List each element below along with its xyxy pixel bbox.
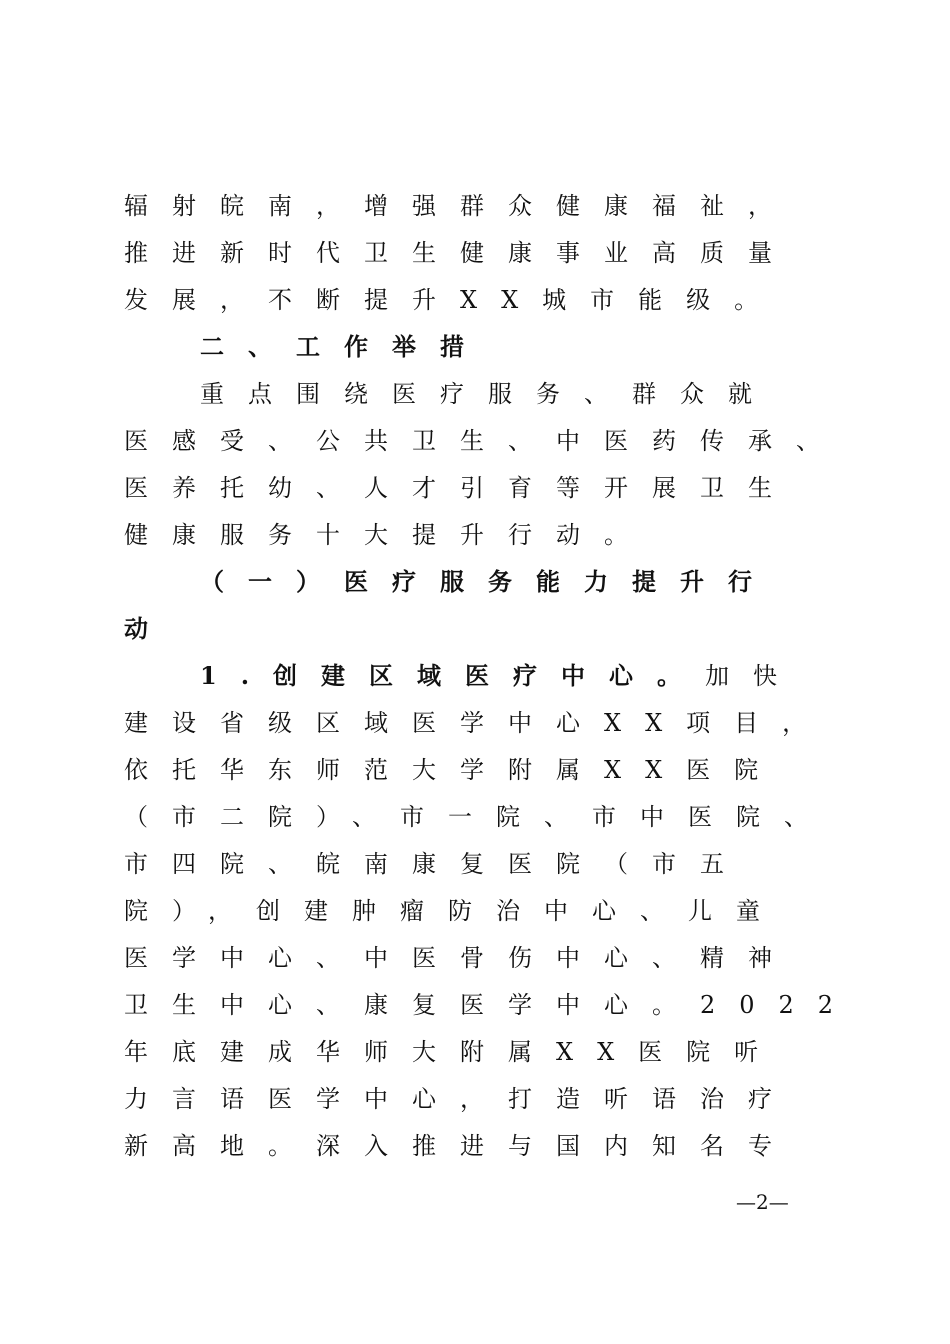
section-heading: 二、工作举措 (200, 332, 488, 361)
body-line: 辐射皖南，增强群众健康福祉， (124, 192, 796, 220)
subsection-heading-cont: 动 (124, 614, 172, 643)
body-line: 依托华东师范大学附属XX医院 (124, 756, 783, 784)
body-line: 发展，不断提升XX城市能级。 (124, 286, 783, 314)
body-line: 推进新时代卫生健康事业高质量 (124, 239, 796, 267)
body-line: 卫生中心、康复医学中心。2022 (124, 991, 858, 1019)
body-line: 建设省级区域医学中心XX项目， (124, 709, 831, 737)
item-heading: 1.创建区域医疗中心。 (200, 661, 706, 690)
body-line: 市四院、皖南康复医院（市五 (124, 850, 748, 878)
body-line: 重点围绕医疗服务、群众就 (200, 380, 776, 408)
body-line: 健康服务十大提升行动。 (124, 521, 652, 549)
item-text: 加快 (705, 662, 802, 690)
body-line: 医学中心、中医骨伤中心、精神 (124, 944, 796, 972)
body-line: 年底建成华师大附属XX医院听 (124, 1038, 783, 1066)
body-line: 新高地。深入推进与国内知名专 (124, 1132, 796, 1160)
body-line: 医养托幼、人才引育等开展卫生 (124, 474, 796, 502)
body-line: 医感受、公共卫生、中医药传承、 (124, 427, 844, 455)
page-number: —2— (736, 1190, 789, 1214)
subsection-heading: （一）医疗服务能力提升行 (200, 567, 776, 596)
body-line: 院），创建肿瘤防治中心、儿童 (124, 897, 784, 925)
body-line: 力言语医学中心，打造听语治疗 (124, 1085, 796, 1113)
body-line: （市二院）、市一院、市中医院、 (124, 803, 832, 831)
item-line (200, 656, 920, 696)
